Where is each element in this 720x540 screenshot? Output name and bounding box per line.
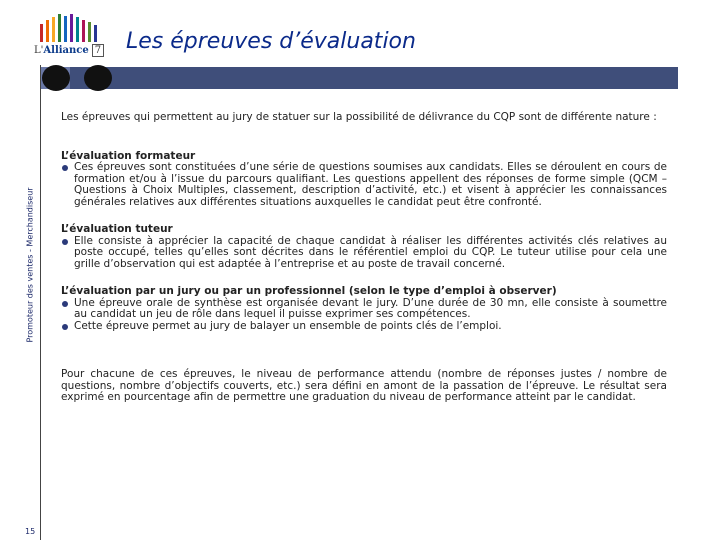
bullet-dot-icon <box>62 239 68 245</box>
bullet-item <box>61 321 667 333</box>
logo-name: Alliance <box>43 45 89 56</box>
section-formateur <box>61 151 667 209</box>
sidebar-divider <box>40 65 41 540</box>
intro-paragraph: Les épreuves qui permettent au jury de statuer sur la possibilité de délivrance du CQP sont de différente nature : <box>61 111 657 123</box>
header-dot-left <box>42 65 70 91</box>
sidebar-vertical-label: Promoteur des ventes - Merchandiseur <box>25 187 35 343</box>
header-band <box>40 67 678 89</box>
bullet-text: Elle consiste à apprécier la capacité de chaque candidat à réaliser les différentes activités clés relatives au poste occupé, telles qu’elles sont décrites dans le référentiel emploi du CQP. Le tuteur utilise pour cela une grille d’observation qui est adaptée à l’entreprise et au poste de travail concerné. <box>74 234 667 270</box>
bullet-item <box>61 236 667 271</box>
logo-number: 7 <box>92 44 104 57</box>
page-number: 15 <box>25 527 36 536</box>
header-dot-right <box>84 65 112 91</box>
logo-bars-graphic <box>40 14 106 42</box>
bullet-dot-icon <box>62 324 68 330</box>
slide-content <box>61 112 667 404</box>
section-title: L’évaluation tuteur <box>61 223 173 235</box>
bullet-text: Une épreuve orale de synthèse est organisée devant le jury. D’une durée de 30 mn, elle consiste à soumettre au candidat un jeu de rôle dans lequel il puisse exprimer ses compétences. <box>74 296 667 320</box>
alliance-7-logo <box>30 14 110 58</box>
logo-prefix: L' <box>34 45 44 56</box>
bullet-item <box>61 298 667 321</box>
bullet-text: Ces épreuves sont constituées d’une série de questions soumises aux candidats. Elles se déroulent en cours de formation et/ou à l’issue du parcours qualifiant. Les questions appellent des réponses de forme simple (QCM – Questions à Choix Multiples, classement, description d’activité, etc.) et visent à apprécier les connaissances générales relatives aux différentes situations auxquelles le candidat peut être confronté. <box>74 161 667 208</box>
closing-paragraph: Pour chacune de ces épreuves, le niveau de performance attendu (nombre de réponses justes / nombre de questions, nombre d’objectifs couverts, etc.) sera défini en amont de la passation de l’épreuve. Le résultat sera exprimé en pourcentage afin de permettre une graduation du niveau de performance atteint par le candidat. <box>61 368 667 403</box>
section-tuteur <box>61 224 667 270</box>
logo-text <box>34 44 104 57</box>
section-title: L’évaluation formateur <box>61 149 196 162</box>
bullet-text: Cette épreuve permet au jury de balayer un ensemble de points clés de l’emploi. <box>74 319 502 332</box>
bullet-dot-icon <box>62 165 68 171</box>
bullet-dot-icon <box>62 301 68 307</box>
page-title: Les épreuves d’évaluation <box>126 29 416 54</box>
bullet-item <box>61 162 667 208</box>
section-title: L’évaluation par un jury ou par un professionnel (selon le type d’emploi à observer) <box>61 285 557 297</box>
section-jury <box>61 286 667 332</box>
